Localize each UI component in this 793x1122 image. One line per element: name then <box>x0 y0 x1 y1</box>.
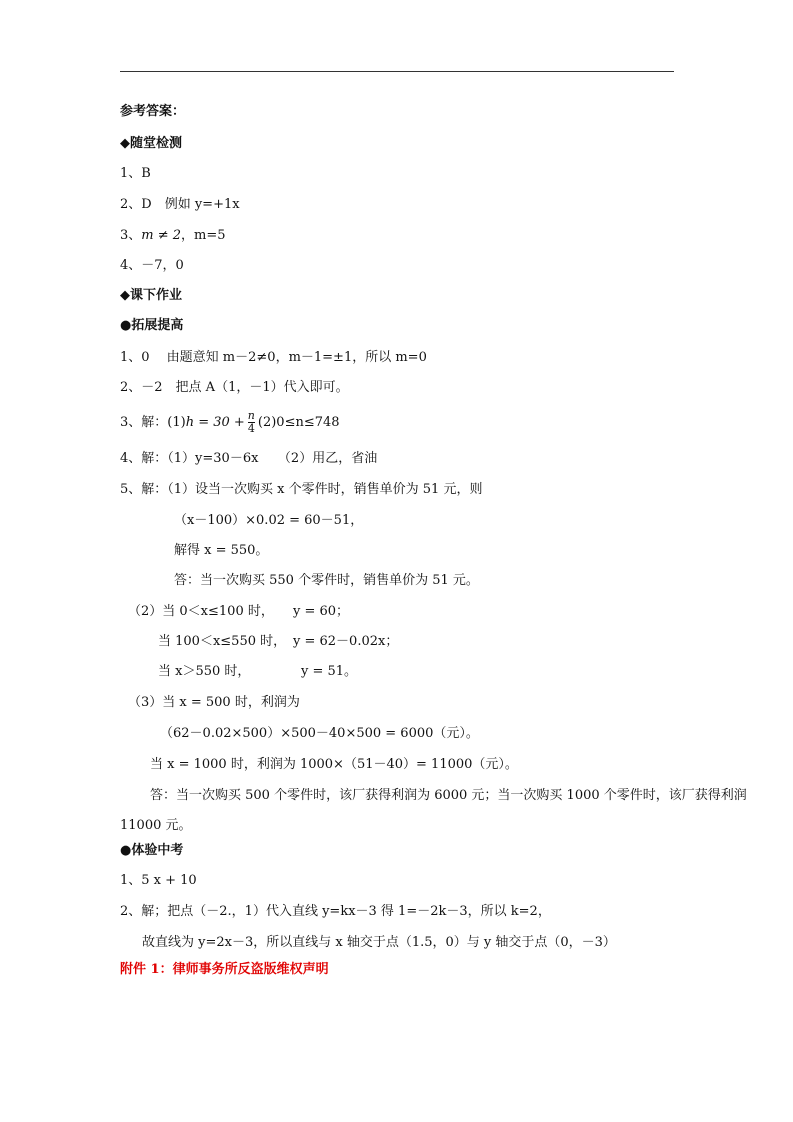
answer-line: 1、5 x + 10 <box>120 873 197 888</box>
answer-line: y = 60； <box>293 604 350 619</box>
answer-line: 2、D 例如 y=+1x <box>120 197 240 212</box>
answer-line: 11000 元。 <box>120 818 192 833</box>
math-expression: m ≠ 2 <box>141 228 182 243</box>
answer-line: （62－0.02×500）×500－40×500 = 6000（元）。 <box>160 726 479 741</box>
answer-line: 2、－2 把点 A（1，－1）代入即可。 <box>120 380 349 395</box>
answer-line: y = 51。 <box>301 664 358 679</box>
answer-text: ，m=5 <box>181 228 226 243</box>
answer-line: 当 x = 1000 时，利润为 1000×（51－40）= 11000（元）。 <box>150 757 518 772</box>
section-heading-homework: ◆课下作业 <box>120 288 182 303</box>
fraction-denominator: 4 <box>247 422 255 435</box>
math-expression: h = 30 + <box>185 415 245 430</box>
attachment-link[interactable]: 附件 1：律师事务所反盗版维权声明 <box>120 962 329 977</box>
answer-line: 4、解：（1）y=30－6x （2）用乙，省油 <box>120 451 378 466</box>
answer-line: 4、－7，0 <box>120 258 184 273</box>
answer-line: 1、0 由题意知 m－2≠0，m－1=±1，所以 m=0 <box>120 350 427 365</box>
answer-line: 答：当一次购买 500 个零件时，该厂获得利润为 6000 元；当一次购买 1000 个零件时，该厂获得利润 <box>150 788 747 803</box>
answer-number: 3、 <box>120 228 142 243</box>
header-rule <box>120 71 674 72</box>
answer-line: 解得 x = 550。 <box>174 543 269 558</box>
fraction <box>248 410 255 435</box>
answer-text: (2)0≤n≤748 <box>257 415 340 430</box>
subsection-heading-extension: ●拓展提高 <box>120 318 184 333</box>
answer-line: 当 x＞550 时， <box>158 664 251 679</box>
answer-line: 1、B <box>120 166 151 181</box>
answer-line <box>120 228 226 244</box>
subsection-heading-exam: ●体验中考 <box>120 843 184 858</box>
answer-line: 答：当一次购买 550 个零件时，销售单价为 51 元。 <box>174 573 479 588</box>
answer-line: 5、解：（1）设当一次购买 x 个零件时，销售单价为 51 元，则 <box>120 482 483 497</box>
answer-line: （3）当 x = 500 时，利润为 <box>128 695 300 710</box>
fraction-numerator: n <box>247 409 255 422</box>
answer-line: （x－100）×0.02 = 60－51， <box>174 513 364 528</box>
answer-line: （2）当 0＜x≤100 时， <box>128 604 274 619</box>
answer-line <box>120 410 340 435</box>
answer-line: 当 100＜x≤550 时， <box>158 634 287 649</box>
answer-line: y = 62－0.02x； <box>293 634 399 649</box>
section-heading-class-check: ◆随堂检测 <box>120 136 182 151</box>
answer-line: 2、解；把点（－2.，1）代入直线 y=kx－3 得 1=－2k－3，所以 k=2， <box>120 904 551 919</box>
answers-title: 参考答案： <box>120 104 186 119</box>
answer-line: 故直线为 y=2x－3，所以直线与 x 轴交于点（1.5，0）与 y 轴交于点（0，－3） <box>142 935 616 950</box>
answer-number: 3、解：(1) <box>120 415 186 430</box>
